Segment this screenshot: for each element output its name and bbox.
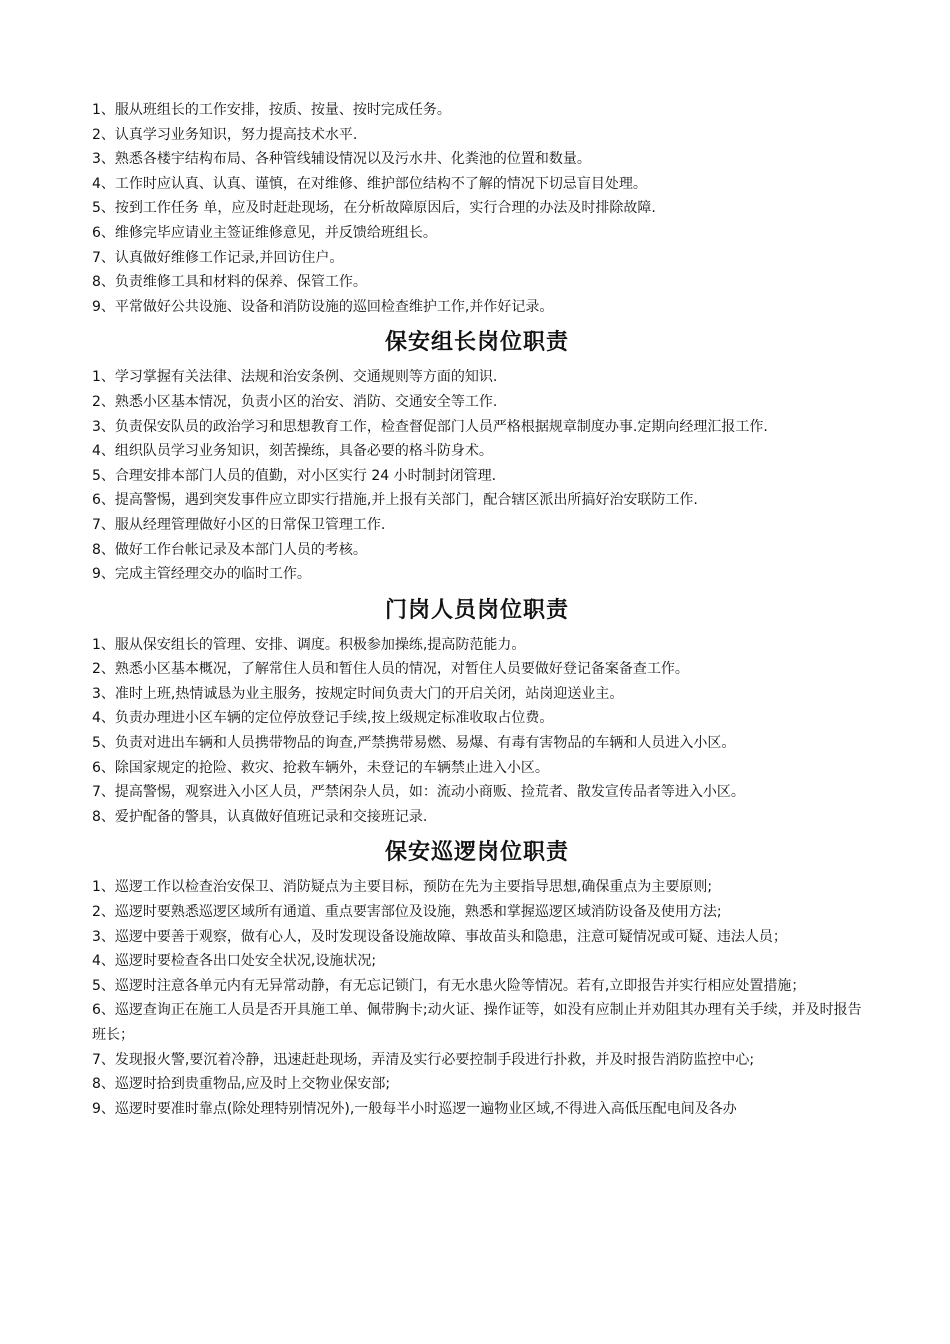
list-item: 5、合理安排本部门人员的值勤，对小区实行 24 小时制封闭管理. [92,467,497,484]
list-item: 4、组织队员学习业务知识，刻苦操练，具备必要的格斗防身术。 [92,443,493,460]
section-title-gate-staff: 门岗人员岗位职责 [384,596,569,623]
list-item: 8、做好工作台帐记录及本部门人员的考核。 [92,541,367,558]
list-item: 2、熟悉小区基本概况，了解常住人员和暂住人员的情况，对暂住人员要做好登记备案备查工作。 [92,661,689,678]
list-item: 3、熟悉各楼宇结构布局、各种管线辅设情况以及污水井、化粪池的位置和数量。 [92,151,591,168]
list-item: 7、认真做好维修工作记录,并回访住户。 [92,249,344,266]
list-item: 2、认真学习业务知识，努力提高技术水平. [92,126,358,143]
list-item: 4、巡逻时要检查各出口处安全状况,设施状况; [92,953,377,970]
list-item: 2、巡逻时要熟悉巡逻区域所有通道、重点要害部位及设施，熟悉和掌握巡逻区域消防设备及使用方法; [92,904,722,921]
list-item: 7、发现报火警,要沉着冷静，迅速赶赴现场，弄清及实行必要控制手段进行扑救，并及时报告消防监控中心; [92,1051,755,1068]
list-item: 5、巡逻时注意各单元内有无异常动静，有无忘记锁门，有无水患火险等情况。若有,立即报告并实行相应处置措施； [92,977,806,994]
list-item: 8、爱护配备的警具，认真做好值班记录和交接班记录. [92,808,428,825]
list-item: 6、巡逻查询正在施工人员是否开具施工单、佩带胸卡;动火证、操作证等，如没有应制止并劝阻其办理有关手续，并及时报告班长； [92,1002,862,1043]
patrol-duties-list [92,875,862,1121]
list-item: 6、提高警惕，遇到突发事件应立即实行措施,并上报有关部门，配合辖区派出所搞好治安联防工作. [92,492,698,509]
list-item: 6、除国家规定的抢险、救灾、抢救车辆外，未登记的车辆禁止进入小区。 [92,759,549,776]
list-item: 9、平常做好公共设施、设备和消防设施的巡回检查维护工作,并作好记录。 [92,298,554,315]
gate-staff-duties-list [92,633,862,830]
list-item: 4、负责办理进小区车辆的定位停放登记手续,按上级规定标准收取占位费。 [92,710,554,727]
list-item: 7、服从经理管理做好小区的日常保卫管理工作. [92,516,386,533]
list-item: 1、服从保安组长的管理、安排、调度。积极参加操练,提高防范能力。 [92,636,526,653]
section-title-patrol: 保安巡逻岗位职责 [384,839,569,866]
list-item: 7、提高警惕，观察进入小区人员，严禁闲杂人员，如：流动小商贩、捡荒者、散发宣传品者等进入小区。 [92,784,745,801]
list-item: 6、维修完毕应请业主签证维修意见，并反馈给班组长。 [92,224,437,241]
list-item: 8、负责维修工具和材料的保养、保管工作。 [92,274,367,291]
section-title-security-leader: 保安组长岗位职责 [384,329,569,356]
list-item: 3、负责保安队员的政治学习和思想教育工作，检查督促部门人员严格根据规章制度办事.定期向经理汇报工作. [92,418,768,435]
document-page [92,98,862,1121]
security-leader-duties-list [92,365,862,586]
list-item: 1、学习掌握有关法律、法规和治安条例、交通规则等方面的知识. [92,369,498,386]
list-item: 3、巡逻中要善于观察，做有心人，及时发现设备设施故障、事故苗头和隐患，注意可疑情况或可疑、违法人员； [92,928,787,945]
list-item: 2、熟悉小区基本情况，负责小区的治安、消防、交通安全等工作. [92,393,498,410]
maintenance-duties-list [92,98,862,319]
list-item: 1、巡逻工作以检查治安保卫、消防疑点为主要目标，预防在先为主要指导思想,确保重点为主要原则; [92,879,713,896]
list-item: 5、负责对进出车辆和人员携带物品的询查,严禁携带易燃、易爆、有毒有害物品的车辆和人员进入小区。 [92,735,736,752]
list-item: 4、工作时应认真、认真、谨慎，在对维修、维护部位结构不了解的情况下切忌盲目处理。 [92,175,647,192]
list-item: 8、巡逻时拾到贵重物品,应及时上交物业保安部; [92,1076,391,1093]
list-item: 9、完成主管经理交办的临时工作。 [92,566,311,583]
list-item: 1、服从班组长的工作安排，按质、按量、按时完成任务。 [92,102,451,118]
list-item: 3、准时上班,热情诚恳为业主服务，按规定时间负责大门的开启关闭，站岗迎送业主。 [92,685,624,702]
list-item: 9、巡逻时要准时靠点(除处理特别情况外),一般每半小时巡逻一遍物业区域,不得进入高低压配电间及各办 [92,1100,737,1117]
list-item: 5、按到工作任务 单，应及时赶赴现场，在分析故障原因后，实行合理的办法及时排除故障. [92,200,656,217]
